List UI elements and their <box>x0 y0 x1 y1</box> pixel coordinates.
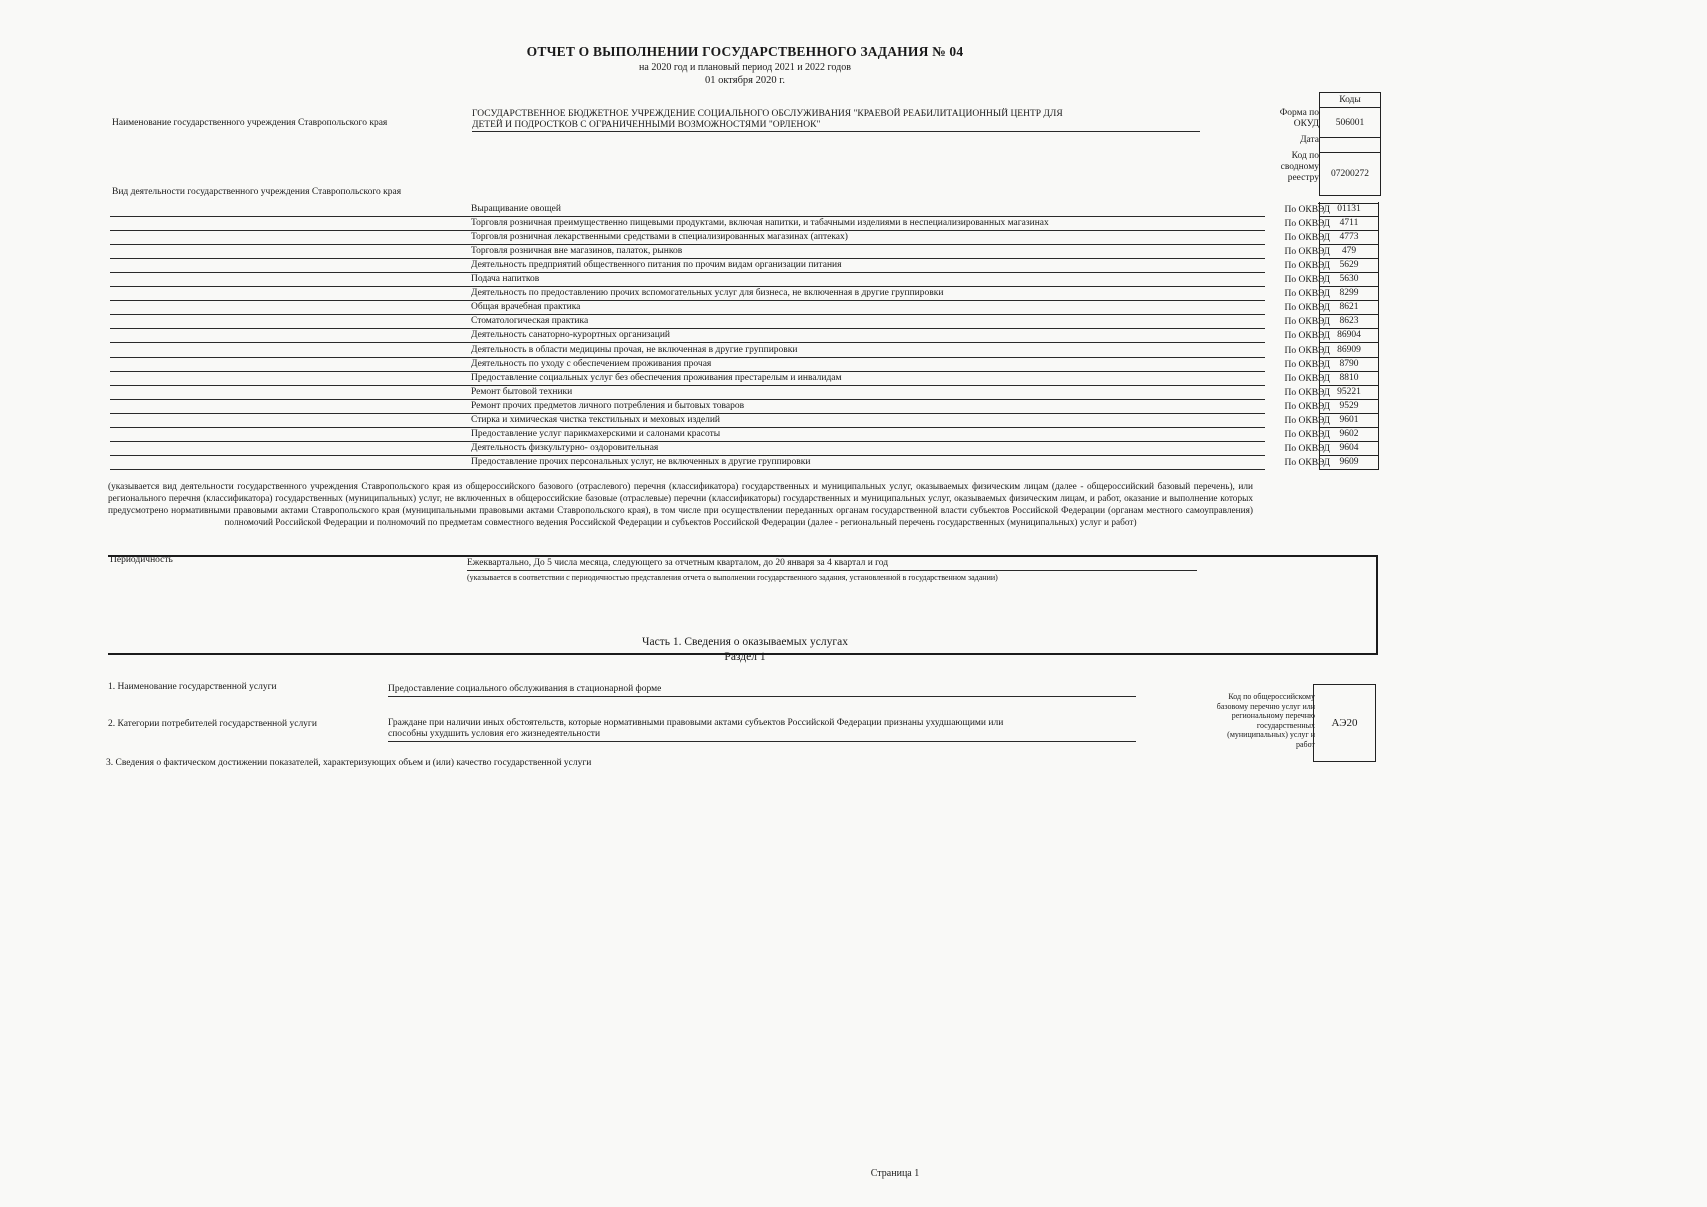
okved-row <box>110 231 1378 245</box>
okved-label: По ОКВЭД <box>1284 373 1330 384</box>
okved-label: По ОКВЭД <box>1284 443 1330 454</box>
okved-label: По ОКВЭД <box>1284 233 1330 244</box>
consumer-category-label: 2. Категории потребителей государственной услуги <box>108 719 317 729</box>
okved-label: По ОКВЭД <box>1284 387 1330 398</box>
okved-code: 5629 <box>1319 258 1379 273</box>
okved-activity-name: Торговля розничная лекарственными средствами в специализированных магазинах (аптеках) <box>471 232 848 243</box>
okved-label: По ОКВЭД <box>1284 401 1330 412</box>
codes-header: Коды <box>1339 95 1361 105</box>
indicators-label: 3. Сведения о фактическом достижении показателей, характеризующих объем и (или) качество государственной услуги <box>106 758 592 768</box>
okved-code: 8299 <box>1319 286 1379 301</box>
okved-row-line <box>110 469 1265 470</box>
okved-label: По ОКВЭД <box>1284 205 1330 215</box>
okved-code: 8621 <box>1319 300 1379 315</box>
institution-name <box>472 109 1197 132</box>
okved-row <box>110 329 1378 343</box>
okved-code: 9602 <box>1319 427 1379 442</box>
okved-label: По ОКВЭД <box>1284 219 1330 230</box>
okved-row <box>110 372 1378 386</box>
periodicity-underline <box>467 570 1197 571</box>
consumer-category-underline <box>388 741 1136 742</box>
okved-label: По ОКВЭД <box>1284 289 1330 300</box>
report-title: ОТЧЕТ О ВЫПОЛНЕНИИ ГОСУДАРСТВЕННОГО ЗАДАНИЯ № 04 <box>526 44 964 59</box>
service-name-label: 1. Наименование государственной услуги <box>108 682 277 692</box>
consumer-category-value <box>388 718 1003 740</box>
okved-code: 95221 <box>1319 385 1379 400</box>
service-name-value: Предоставление социального обслуживания в стационарной форме <box>388 684 662 694</box>
okved-code: 8790 <box>1319 357 1379 372</box>
activity-note: (указывается вид деятельности государственного учреждения Ставропольского края из общероссийского базового (отраслевого) перечня (классификатора) государственных и муниципальных услуг, оказываемых физическим лицам (далее - общероссийский базовый перечень), или регионального перечня (классификатора) государственных (муниципальных) услуг, не включенных в общероссийские базовые (отраслевые) перечни (классификаторы) государственных и муниципальных услуг, оказываемых физическим лицам, и работ, оказание и выполнение которых предусмотрено нормативными правовыми актами Ставропольского края (муниципальными правовыми актами Ставропольского края), в том числе при осуществлении переданных органам государственной власти субъектов Российской Федерации (органам местного самоуправления) полномочий Российской Федерации и полномочий по предметам совместного ведения Российской Федерации и субъектов Российской Федерации (далее - региональный перечень государственных (муниципальных) услуг и работ) <box>108 482 1253 528</box>
institution-label: Наименование государственного учреждения Ставропольского края <box>112 118 388 128</box>
okved-code: 86904 <box>1319 328 1379 343</box>
service-code-label-4: государственных <box>1256 720 1315 730</box>
report-date: 01 октября 2020 г. <box>704 75 786 86</box>
okved-label: По ОКВЭД <box>1284 429 1330 440</box>
okved-label: По ОКВЭД <box>1284 345 1330 356</box>
okved-activity-name: Стирка и химическая чистка текстильных и меховых изделий <box>471 414 721 425</box>
okved-activity-name: Торговля розничная преимущественно пищевыми продуктами, включая напитки, и табачными изделиями в неспециализированных магазинах <box>471 218 1049 229</box>
service-code-label <box>1198 692 1315 749</box>
okved-activity-name: Предоставление прочих персональных услуг, не включенных в другие группировки <box>471 456 811 467</box>
okved-activity-name: Общая врачебная практика <box>471 302 581 313</box>
okved-code: 9604 <box>1319 441 1379 456</box>
form-okud-label-2: ОКУД <box>1293 119 1319 129</box>
report-period: на 2020 год и плановый период 2021 и 2022 годов <box>639 62 851 73</box>
okved-code: 9601 <box>1319 413 1379 428</box>
okved-activity-name: Деятельность по предоставлению прочих вспомогательных услуг для бизнеса, не включенная в другие группировки <box>471 288 944 299</box>
form-okud-label <box>1259 108 1319 130</box>
okved-row <box>110 217 1378 231</box>
registry-value: 07200272 <box>1320 152 1380 195</box>
page-number: Страница 1 <box>870 1168 920 1179</box>
service-code-label-3: региональному перечню <box>1231 711 1315 720</box>
registry-label-3: реестру <box>1287 173 1319 183</box>
okved-row <box>110 273 1378 287</box>
service-code-box: АЭ20 <box>1313 684 1376 762</box>
service-name-underline <box>388 696 1136 697</box>
registry-label-2: сводному <box>1280 162 1319 172</box>
okved-code: 9529 <box>1319 399 1379 414</box>
okved-label: По ОКВЭД <box>1284 303 1330 314</box>
okved-activity-name: Ремонт прочих предметов личного потребления и бытовых товаров <box>471 400 745 411</box>
okved-row <box>110 456 1378 470</box>
section-title: Раздел 1 <box>724 651 766 663</box>
registry-label-1: Код по <box>1291 151 1319 161</box>
okved-row <box>110 287 1378 301</box>
service-code-label-6: работ <box>1295 739 1315 749</box>
date-label: Дата <box>1300 135 1319 145</box>
institution-name-line1: ГОСУДАРСТВЕННОЕ БЮДЖЕТНОЕ УЧРЕЖДЕНИЕ СОЦИАЛЬНОГО ОБСЛУЖИВАНИЯ "КРАЕВОЙ РЕАБИЛИТАЦИОННЫЙ ЦЕНТР ДЛЯ <box>472 109 1063 119</box>
report-subtitle <box>0 62 1490 88</box>
service-code-label-2: базовому перечню услуг или <box>1216 701 1315 711</box>
okved-activity-name: Деятельность физкультурно- оздоровительная <box>471 442 659 453</box>
okved-activity-name: Деятельность в области медицины прочая, не включенная в другие группировки <box>471 344 798 355</box>
okved-activity-name: Деятельность санаторно-курортных организаций <box>471 330 670 341</box>
okved-codes-top-border <box>1318 203 1379 204</box>
okved-row <box>110 245 1378 259</box>
okved-label: По ОКВЭД <box>1284 359 1330 370</box>
okved-activity-name: Торговля розничная вне магазинов, палаток, рынков <box>471 246 683 257</box>
activity-label: Вид деятельности государственного учреждения Ставропольского края <box>112 187 402 197</box>
okved-code: 01131 <box>1319 202 1379 217</box>
okved-label: По ОКВЭД <box>1284 331 1330 342</box>
okved-code: 4711 <box>1319 216 1379 231</box>
okved-code: 4773 <box>1319 230 1379 245</box>
consumer-category-line1: Граждане при наличии иных обстоятельств, которые нормативными правовыми актами субъектов Российской Федерации признаны ухудшающими или <box>388 718 1004 728</box>
okved-activity-name: Ремонт бытовой техники <box>471 386 573 397</box>
okved-row <box>110 344 1378 358</box>
okved-label: По ОКВЭД <box>1284 275 1330 286</box>
okved-row <box>110 259 1378 273</box>
okved-activity-name: Деятельность по уходу с обеспечением проживания прочая <box>471 358 712 369</box>
okved-label: По ОКВЭД <box>1284 415 1330 426</box>
periodicity-value: Ежеквартально, До 5 числа месяца, следующего за отчетным кварталом, до 20 января за 4 квартал и год <box>467 558 889 568</box>
okved-activity-name: Выращивание овощей <box>471 204 561 214</box>
okved-row <box>110 400 1378 414</box>
part-title: Часть 1. Сведения о оказываемых услугах <box>642 636 848 648</box>
okved-row <box>110 428 1378 442</box>
institution-name-underline <box>472 131 1200 132</box>
date-value <box>1320 137 1380 152</box>
codes-box <box>1319 92 1381 196</box>
okved-code: 86909 <box>1319 343 1379 358</box>
periodicity-label: Периодичность <box>110 555 173 565</box>
okved-activity-name: Стоматологическая практика <box>471 316 589 327</box>
okved-activity-name: Предоставление социальных услуг без обеспечения проживания престарелым и инвалидам <box>471 372 842 383</box>
okved-row <box>110 315 1378 329</box>
okved-activity-name: Деятельность предприятий общественного питания по прочим видам организации питания <box>471 260 842 271</box>
registry-label <box>1259 151 1319 184</box>
okved-code: 8810 <box>1319 371 1379 386</box>
okved-row <box>110 203 1378 217</box>
okved-label: По ОКВЭД <box>1284 247 1330 258</box>
okved-row <box>110 442 1378 456</box>
institution-name-line2: ДЕТЕЙ И ПОДРОСТКОВ С ОГРАНИЧЕННЫМИ ВОЗМОЖНОСТЯМИ "ОРЛЕНОК" <box>472 120 821 130</box>
okved-activity-name: Подача напитков <box>471 274 540 285</box>
okved-row <box>110 386 1378 400</box>
okved-row <box>110 414 1378 428</box>
okved-label: По ОКВЭД <box>1284 317 1330 328</box>
okved-code: 5630 <box>1319 272 1379 287</box>
okved-row <box>110 301 1378 315</box>
okved-label: По ОКВЭД <box>1284 457 1330 468</box>
form-okud-label-1: Форма по <box>1279 108 1319 118</box>
service-code-label-1: Код по общероссийскому <box>1228 692 1315 701</box>
service-code-label-5: (муниципальных) услуг и <box>1227 730 1315 739</box>
okved-activity-name: Предоставление услуг парикмахерскими и салонами красоты <box>471 428 721 439</box>
okved-code: 479 <box>1319 244 1379 259</box>
okved-code: 9609 <box>1319 455 1379 470</box>
okved-code: 8623 <box>1319 314 1379 329</box>
okved-label: По ОКВЭД <box>1284 261 1330 272</box>
consumer-category-line2: способны ухудшить условия его жизнедеятельности <box>388 729 601 739</box>
periodicity-hint: (указывается в соответствии с периодичностью представления отчета о выполнении государственного задания, установленной в государственном задании) <box>467 573 998 582</box>
form-okud-value: 506001 <box>1320 107 1380 137</box>
okved-row <box>110 358 1378 372</box>
